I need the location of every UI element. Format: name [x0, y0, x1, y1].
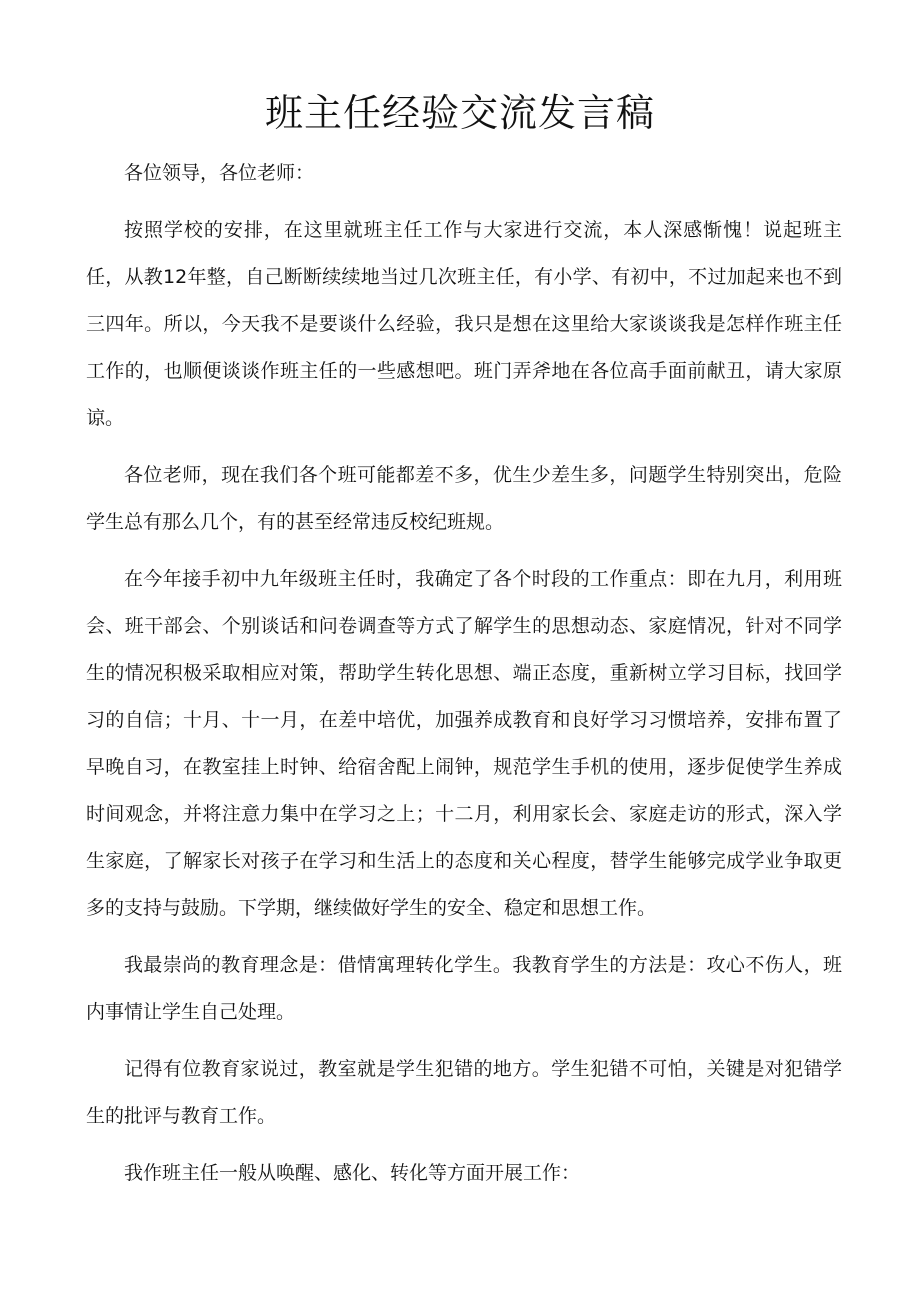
paragraph: 记得有位教育家说过，教室就是学生犯错的地方。学生犯错不可怕，关键是对犯错学生的批评与教育工作。 — [86, 1058, 842, 1127]
paragraph: 我最崇尚的教育理念是：借情寓理转化学生。我教育学生的方法是：攻心不伤人，班内事情让学生自己处理。 — [86, 954, 842, 1023]
paragraph-greeting: 各位领导，各位老师： — [124, 162, 315, 184]
paragraph: 在今年接手初中九年级班主任时，我确定了各个时段的工作重点：即在九月，利用班会、班干部会、个别谈话和问卷调查等方式了解学生的思想动态、家庭情况，针对不同学生的情况积极采取相应对策，帮助学生转化思想、端正态度，重新树立学习目标，找回学习的自信；十月、十一月，在差中培优，加强养成教育和良好学习习惯培养，安排布置了早晚自习，在教室挂上时钟、给宿舍配上闹钟，规范学生手机的使用，逐步促使学生养成时间观念，并将注意力集中在学习之上；十二月，利用家长会、家庭走访的形式，深入学生家庭，了解家长对孩子在学习和生活上的态度和关心程度，替学生能够完成学业争取更多的支持与鼓励。下学期，继续做好学生的安全、稳定和思想工作。 — [86, 568, 842, 919]
paragraph: 各位老师，现在我们各个班可能都差不多，优生少差生多，问题学生特别突出，危险学生总有那么几个，有的甚至经常违反校纪班规。 — [86, 464, 842, 533]
paragraph: 按照学校的安排，在这里就班主任工作与大家进行交流，本人深感惭愧！说起班主任，从教12年整，自己断断续续地当过几次班主任，有小学、有初中，不过加起来也不到三四年。所以，今天我不是要谈什么经验，我只是想在这里给大家谈谈我是怎样作班主任工作的，也顺便谈谈作班主任的一些感想吧。班门弄斧地在各位高手面前献丑，请大家原谅。 — [86, 219, 842, 429]
document-title: 班主任经验交流发言稿 — [264, 91, 655, 135]
paragraph: 我作班主任一般从唤醒、感化、转化等方面开展工作： — [124, 1162, 581, 1184]
document-body — [86, 150, 842, 1197]
